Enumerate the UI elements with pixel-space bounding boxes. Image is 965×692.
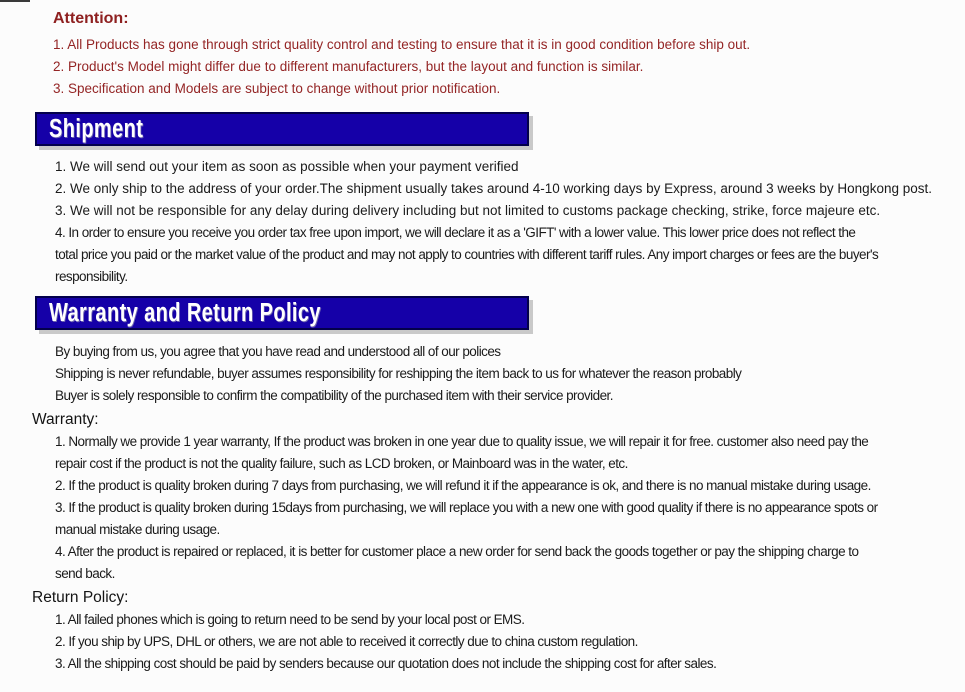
warranty-heading: Warranty: [32,411,99,428]
warranty-list [55,431,965,585]
warranty-item-line: manual mistake during usage. [55,522,220,537]
attention-item: 2. Product's Model might differ due to different manufacturers, but the layout and function is similar. [53,59,644,74]
return-policy-heading: Return Policy: [32,589,129,606]
return-policy-list [55,609,965,675]
warranty-return-banner-label: Warranty and Return Policy [49,298,321,327]
attention-item: 1. All Products has gone through strict quality control and testing to ensure that it is in good condition before ship out. [53,37,751,52]
shipment-item-line: total price you paid or the market value of the product and may not apply to countries with different tariff rules. Any import charges or fees are the buyer's [55,247,879,262]
cropped-divider-line [0,0,30,2]
warranty-return-banner [35,296,529,330]
shipment-item-line: 2. We only ship to the address of your order.The shipment usually takes around 4-10 working days by Express, around 3 weeks by Hongkong post. [55,181,932,196]
warranty-item-line: repair cost if the product is not the quality failure, such as LCD broken, or Mainboard was in the water, etc. [55,456,628,471]
attention-heading: Attention: [53,10,129,27]
policy-intro-line: By buying from us, you agree that you have read and understood all of our polices [55,344,501,359]
warranty-item-line: 3. If the product is quality broken during 15days from purchasing, we will replace you with a new one with good quality if there is no appearance spots or [55,500,878,515]
warranty-item-line: send back. [55,566,115,581]
return-policy-item-line: 2. If you ship by UPS, DHL or others, we are not able to received it correctly due to china custom regulation. [55,634,638,649]
return-policy-item-line: 3. All the shipping cost should be paid by senders because our quotation does not include the shipping cost for after sales. [55,656,717,671]
attention-list [53,34,965,100]
warranty-item-line: 2. If the product is quality broken during 7 days from purchasing, we will refund it if the appearance is ok, and there is no manual mistake during usage. [55,478,871,493]
policy-intro-line: Buyer is solely responsible to confirm the compatibility of the purchased item with their service provider. [55,388,613,403]
shipment-item-line: 1. We will send out your item as soon as possible when your payment verified [55,159,519,174]
warranty-item-line: 1. Normally we provide 1 year warranty, If the product was broken in one year due to quality issue, we will repair it for free. customer also need pay the [55,434,869,449]
warranty-item-line: 4. After the product is repaired or replaced, it is better for customer place a new order for send back the goods together or pay the shipping charge to [55,544,859,559]
policy-intro-list [55,341,965,407]
shipment-banner [35,112,529,146]
attention-item: 3. Specification and Models are subject to change without prior notification. [53,81,501,96]
shipment-item-line: 3. We will not be responsible for any delay during delivery including but not limited to customs package checking, strike, force majeure etc. [55,203,881,218]
return-policy-item-line: 1. All failed phones which is going to return need to be send by your local post or EMS. [55,612,525,627]
policy-intro-line: Shipping is never refundable, buyer assumes responsibility for reshipping the item back to us for whatever the reason probably [55,366,742,381]
shipment-banner-label: Shipment [49,114,144,143]
shipment-item-line: responsibility. [55,269,128,284]
shipment-item-line: 4. In order to ensure you receive you order tax free upon import, we will declare it as a 'GIFT' with a lower value. This lower price does not reflect the [55,225,856,240]
shipment-list [55,156,965,288]
attention-section [53,0,965,100]
